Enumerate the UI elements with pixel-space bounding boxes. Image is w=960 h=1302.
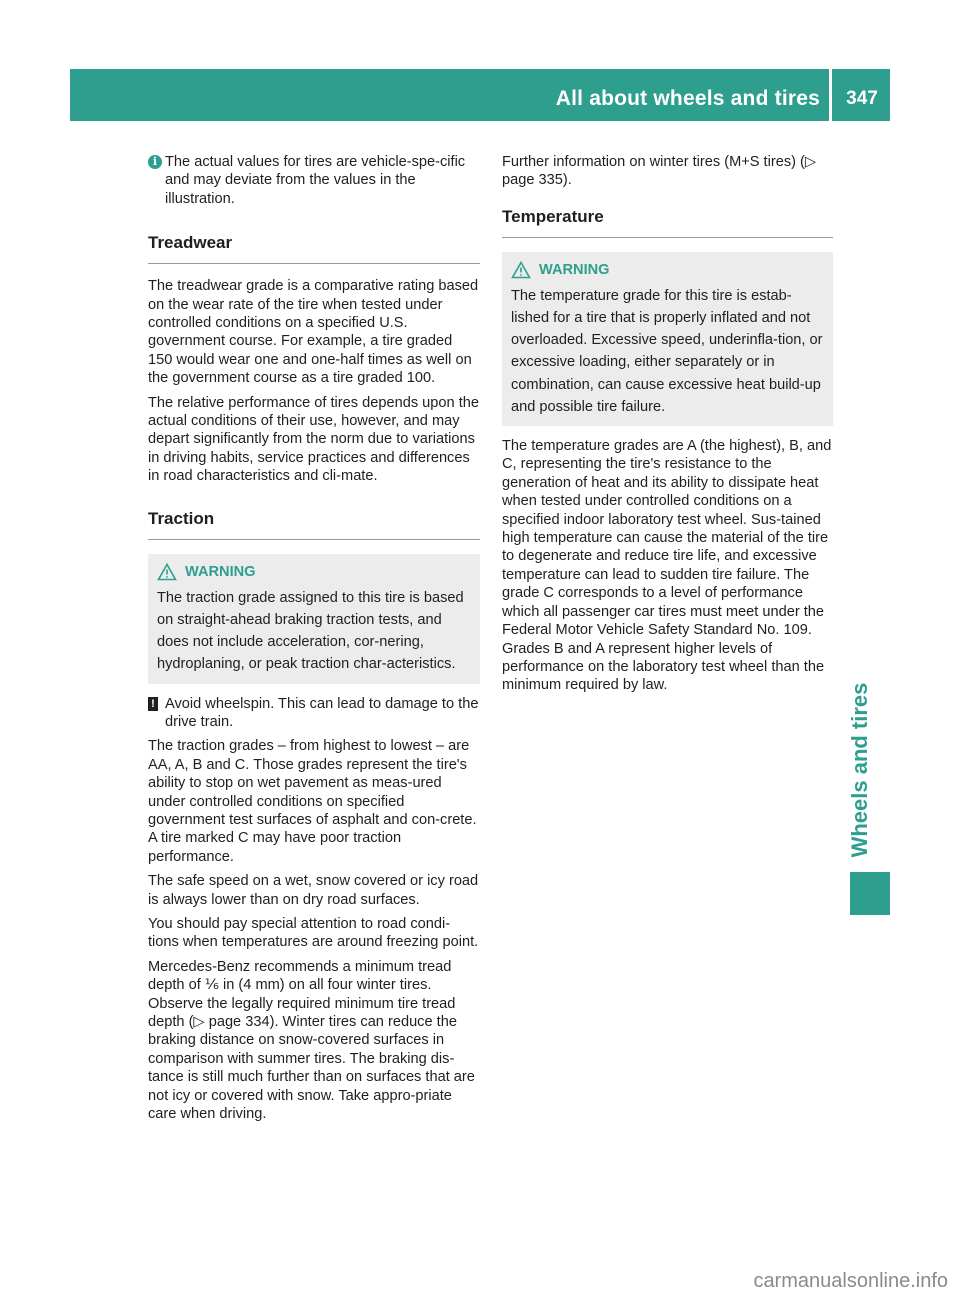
exclamation-icon: ! [148, 697, 158, 711]
warning-label: WARNING [539, 261, 610, 278]
traction-warning-box [148, 554, 480, 684]
warning-triangle-icon [157, 563, 177, 581]
side-tab-label: Wheels and tires [847, 682, 872, 858]
warning-header [157, 563, 472, 581]
traction-paragraph: You should pay special attention to road condi-tions when temperatures are around freezing point. [148, 915, 479, 951]
treadwear-heading: Treadwear [148, 232, 480, 264]
temperature-paragraph: The temperature grades are A (the highest), B, and C, representing the tire's resistance to the generation of heat and its ability to dissipate heat when tested under controlled conditions on a specified indoor laboratory test wheel. Sus-tained high temperature can cause the material of the tire to degenerate and reduce tire life, and excessive temperature can lead to sudden tire failure. The grade C corresponds to a level of performance which all passenger car tires must meet under the Federal Motor Vehicle Safety Standard No. 109. Grades B and A represent higher levels of performance on the laboratory test wheel than the minimum required by law. [502, 438, 832, 694]
winter-tires-reference: Further information on winter tires (M+S tires) (▷ page 335). [502, 154, 817, 189]
warning-text: The traction grade assigned to this tire is based on straight-ahead braking traction tests, and does not include acceleration, cor-nering, hydroplaning, or peak traction char-acteristics. [157, 589, 464, 673]
warning-text: The temperature grade for this tire is estab-lished for a tire that is properly inflated and not overloaded. Excessive speed, underinfla-tion, or excessive loading, either separately or in combination, can cause excessive heat build-up and possible tire failure. [511, 287, 823, 415]
notice-text: Avoid wheelspin. This can lead to damage to the drive train. [165, 695, 479, 730]
traction-paragraph: The traction grades – from highest to lowest – are AA, A, B and C. Those grades represent the tire's ability to stop on wet pavement as meas-ured under controlled conditions on specified government test surfaces of asphalt and con-crete. A tire marked C may have poor traction performance. [148, 738, 477, 865]
temperature-warning-box [502, 252, 833, 426]
side-tab-marker [850, 872, 890, 915]
section-title: All about wheels and tires [555, 87, 820, 110]
notice-note [148, 695, 480, 732]
warning-header [511, 261, 825, 279]
header-divider [829, 69, 832, 121]
warning-label: WARNING [185, 563, 256, 580]
header-bar [70, 69, 890, 121]
footer-watermark: carmanualsonline.info [753, 1270, 948, 1292]
traction-paragraph: Mercedes-Benz recommends a minimum tread depth of ⅙ in (4 mm) on all four winter tires. Observe the legally required minimum tire tread depth (▷ page 334). Winter tires can reduce the braking distance on snow-covered surfaces in comparison with summer tires. The braking dis-tance is still much further than on surfaces that are not icy or covered with snow. Take appro-priate care when driving. [148, 958, 475, 1123]
traction-heading: Traction [148, 508, 480, 540]
treadwear-paragraph: The treadwear grade is a comparative rating based on the wear rate of the tire when tested under controlled conditions on a specified U.S. government course. For example, a tire graded 150 would wear one and one-half times as well on the government course as a tire graded 100. [148, 278, 479, 387]
info-icon: i [148, 155, 162, 169]
left-column [148, 153, 480, 1129]
treadwear-paragraph: The relative performance of tires depends upon the actual conditions of their use, however, and may depart significantly from the norm due to variations in driving habits, service practices and differences in road characteristics and cli-mate. [148, 394, 479, 485]
right-column [502, 153, 833, 701]
info-note [148, 153, 480, 208]
traction-paragraph: The safe speed on a wet, snow covered or icy road is always lower than on dry road surfaces. [148, 873, 479, 908]
temperature-heading: Temperature [502, 206, 833, 238]
warning-triangle-icon [511, 261, 531, 279]
info-note-text: The actual values for tires are vehicle-spe-cific and may deviate from the values in the illustration. [165, 154, 466, 207]
page-number: 347 [846, 88, 878, 109]
